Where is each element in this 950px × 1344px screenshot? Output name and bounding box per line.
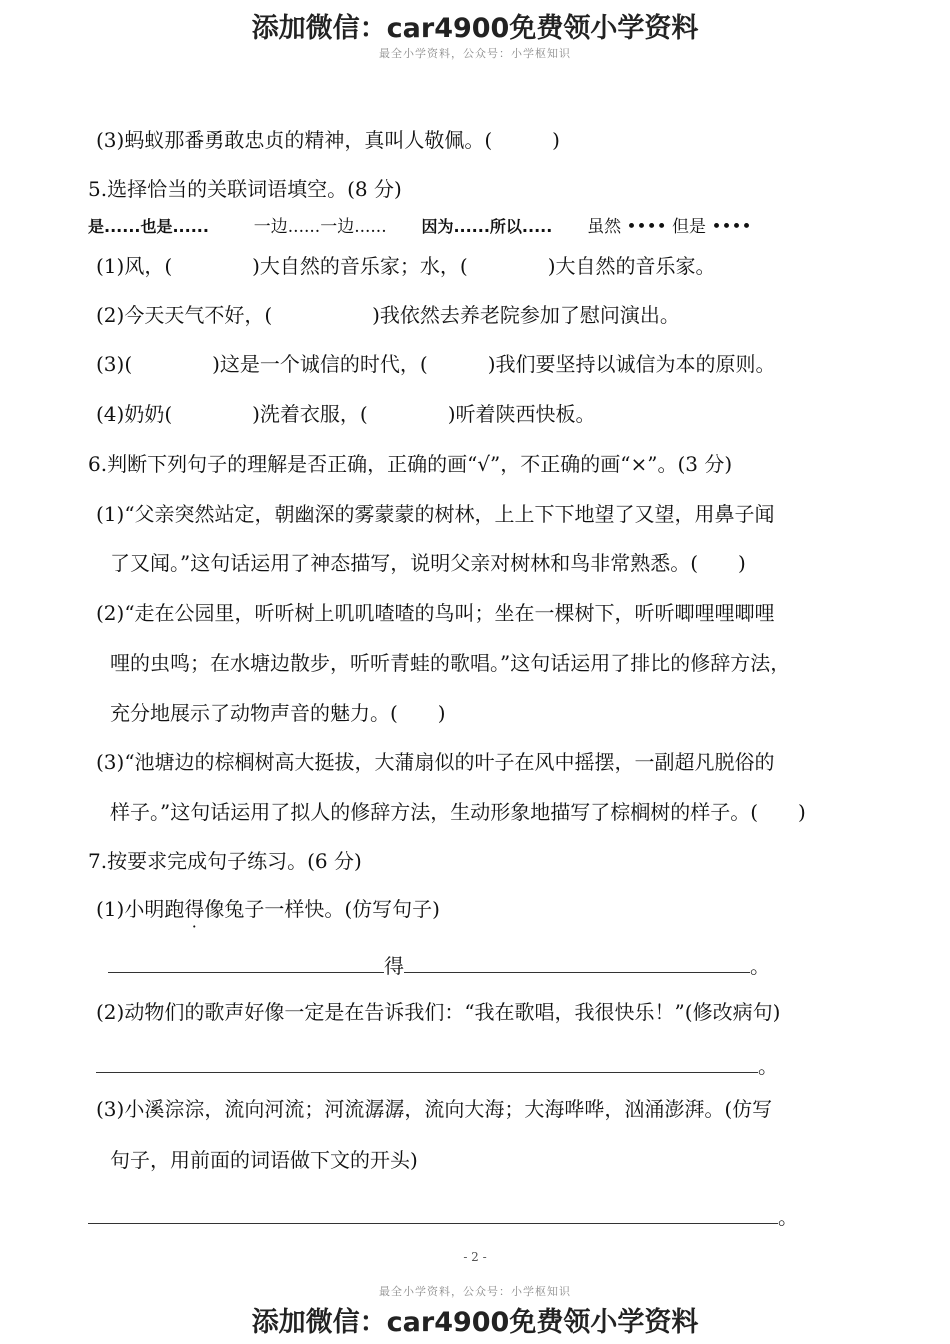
faint-header-text: 最全小学资料，公众号：小学枢知识 (379, 47, 571, 60)
q7-item-1-text-pre: (1)小明跑 (96, 897, 185, 921)
q6-title: 6.判断下列句子的理解是否正确，正确的画“√”，不正确的画“×”。(3 分) (88, 452, 733, 476)
faint-footer-text: 最全小学资料，公众号：小学枢知识 (379, 1285, 571, 1298)
q7-item-1-text-post: 像兔子一样快。(仿写句子) (204, 897, 440, 921)
answer-end-mark: 。 (750, 954, 770, 978)
q5-option-2: 一边......一边...... (253, 217, 387, 237)
answer-end-mark-3: 。 (778, 1205, 798, 1229)
q7-item-2: (2)动物们的歌声好像一定是在告诉我们：“我在歌唱，我很快乐！”(修改病句) (96, 1000, 781, 1024)
q6-item-2-line-2: 哩的虫鸣；在水塘边散步，听听青蛙的歌唱。”这句话运用了排比的修辞方法， (110, 651, 791, 675)
q5-item-4: (4)奶奶( )洗着衣服，( )听着陕西快板。 (96, 402, 596, 426)
q6-item-1-line-1: (1)“父亲突然站定，朝幽深的雾蒙蒙的树林，上上下下地望了又望，用鼻子闻 (96, 502, 775, 526)
q6-item-2-line-1: (2)“走在公园里，听听树上叽叽喳喳的鸟叫；坐在一棵树下，听听唧哩哩唧哩 (96, 601, 775, 625)
q5-options (88, 216, 752, 238)
q7-answer-line-1 (108, 952, 770, 978)
answer-end-mark-2: 。 (758, 1054, 778, 1078)
q5-item-3: (3)( )这是一个诚信的时代，( )我们要坚持以诚信为本的原则。 (96, 352, 776, 376)
q5-option-4: 虽然 •••• 但是 •••• (587, 217, 752, 237)
answer-blank-right[interactable] (404, 952, 750, 973)
q6-item-2-line-3: 充分地展示了动物声音的魅力。( ) (110, 701, 446, 725)
answer-blank-left[interactable] (108, 952, 384, 973)
q6-item-3-line-2: 样子。”这句话运用了拟人的修辞方法，生动形象地描写了棕榈树的样子。( ) (110, 800, 806, 824)
page-number: - 2 - (463, 1250, 487, 1264)
answer-blank-3[interactable] (88, 1203, 778, 1224)
q5-option-1: 是......也是...... (88, 217, 209, 236)
q5-option-3: 因为......所以..... (421, 217, 553, 236)
q7-title: 7.按要求完成句子练习。(6 分) (88, 849, 362, 873)
watermark-banner-top: 添加微信：car4900免费领小学资料 (251, 13, 699, 44)
q4-item-3: (3)蚂蚁那番勇敢忠贞的精神，真叫人敬佩。( ) (96, 128, 560, 152)
q7-item-3-line-2: 句子，用前面的词语做下文的开头) (110, 1148, 418, 1172)
q5-item-1: (1)风，( )大自然的音乐家；水，( )大自然的音乐家。 (96, 254, 716, 278)
answer-mid-char: 得 (384, 954, 404, 978)
q7-item-1-emphasis-char: 得 (184, 897, 205, 921)
watermark-banner-bottom: 添加微信：car4900免费领小学资料 (251, 1307, 699, 1338)
answer-blank-2[interactable] (96, 1052, 758, 1073)
q5-item-2: (2)今天天气不好，( )我依然去养老院参加了慰问演出。 (96, 303, 680, 327)
q6-item-1-line-2: 了又闻。”这句话运用了神态描写，说明父亲对树林和鸟非常熟悉。( ) (110, 551, 746, 575)
q7-answer-line-2 (96, 1052, 778, 1078)
q7-item-1 (96, 897, 440, 921)
q5-title: 5.选择恰当的关联词语填空。(8 分) (88, 177, 402, 201)
q7-answer-line-3 (88, 1203, 798, 1229)
q6-item-3-line-1: (3)“池塘边的棕榈树高大挺拔，大蒲扇似的叶子在风中摇摆，一副超凡脱俗的 (96, 750, 775, 774)
q7-item-3-line-1: (3)小溪淙淙，流向河流；河流潺潺，流向大海；大海哗哗，汹涌澎湃。(仿写 (96, 1097, 773, 1121)
